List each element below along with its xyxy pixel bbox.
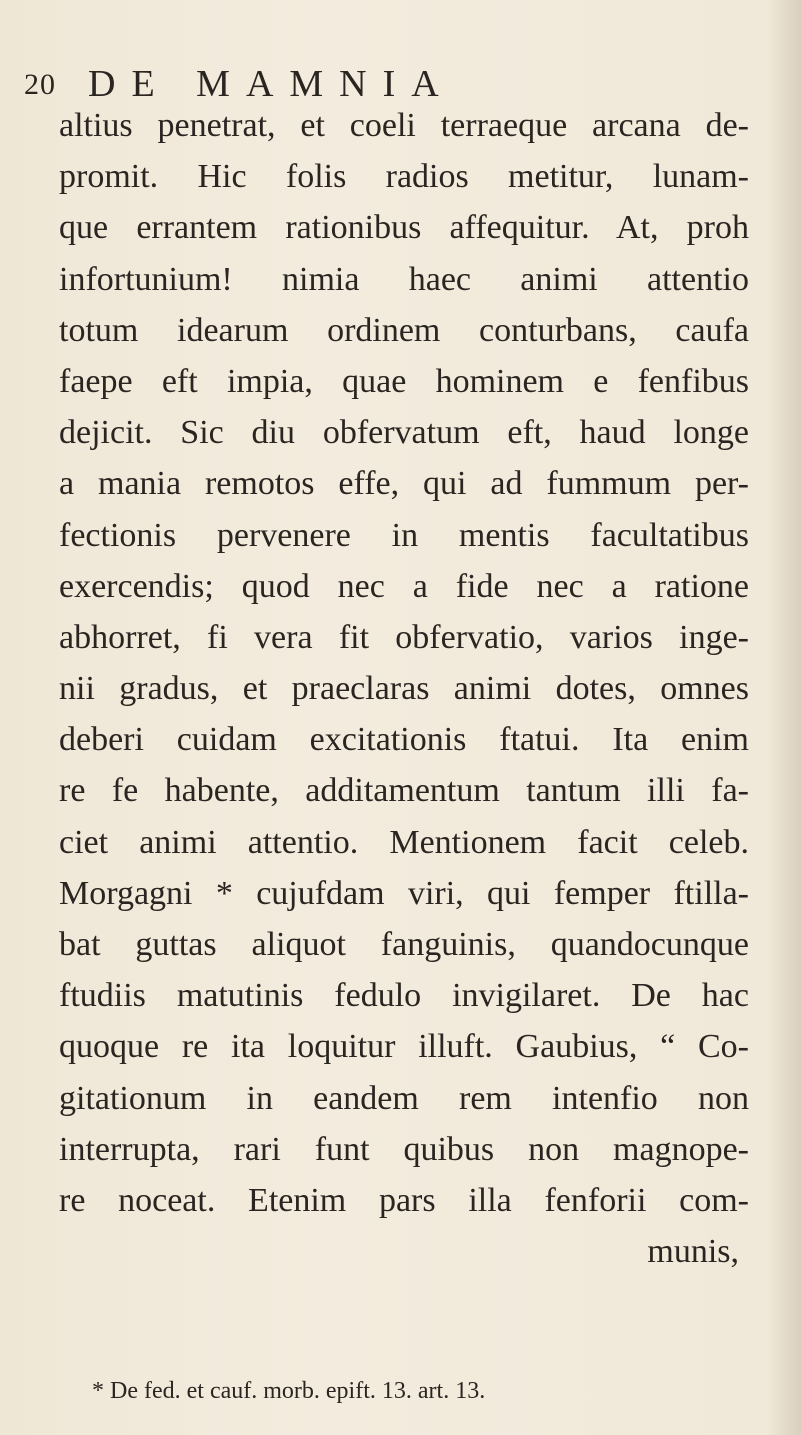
body-text <box>59 100 749 1277</box>
text-line: fectionis pervenere in mentis facultatibus <box>59 516 749 554</box>
text-line: faepe eft impia, quae hominem e fenfibus <box>59 362 749 400</box>
text-line: re noceat. Etenim pars illa fenforii com- <box>59 1181 749 1219</box>
text-line: quoque re ita loquitur illuft. Gaubius, “ Co- <box>59 1028 749 1066</box>
text-line: Morgagni * cujufdam viri, qui femper ftilla- <box>59 874 749 912</box>
text-line: altius penetrat, et coeli terraeque arcana de- <box>59 107 749 144</box>
text-line: a mania remotos effe, qui ad fummum per- <box>59 465 749 503</box>
catchword: munis, <box>647 1233 739 1271</box>
text-line: infortunium! nimia haec animi attentio <box>59 260 749 298</box>
page-edge-shadow <box>767 0 801 1435</box>
text-line: re fe habente, additamentum tantum illi fa- <box>59 772 749 810</box>
text-line: ftudiis matutinis fedulo invigilaret. De hac <box>59 977 749 1015</box>
footnote: * De fed. et cauf. morb. epift. 13. art. 13. <box>92 1378 486 1404</box>
text-line: exercendis; quod nec a fide nec a ratione <box>59 567 749 605</box>
text-line: ciet animi attentio. Mentionem facit celeb. <box>59 823 749 861</box>
text-line: interrupta, rari funt quibus non magnope- <box>59 1130 749 1168</box>
page-number: 20 <box>24 68 56 101</box>
text-line: totum idearum ordinem conturbans, caufa <box>59 311 749 349</box>
text-line: bat guttas aliquot fanguinis, quandocunque <box>59 926 749 963</box>
text-line: que errantem rationibus affequitur. At, proh <box>59 209 749 247</box>
text-line: nii gradus, et praeclaras animi dotes, omnes <box>59 670 749 708</box>
text-line: gitationum in eandem rem intenfio non <box>59 1079 749 1117</box>
text-line: deberi cuidam excitationis ftatui. Ita enim <box>59 721 749 759</box>
running-head: DE MAMNIA <box>88 63 455 105</box>
text-line: dejicit. Sic diu obfervatum eft, haud longe <box>59 414 749 452</box>
text-line: promit. Hic folis radios metitur, lunam- <box>59 158 749 196</box>
text-line: abhorret, fi vera fit obfervatio, varios inge- <box>59 618 749 656</box>
